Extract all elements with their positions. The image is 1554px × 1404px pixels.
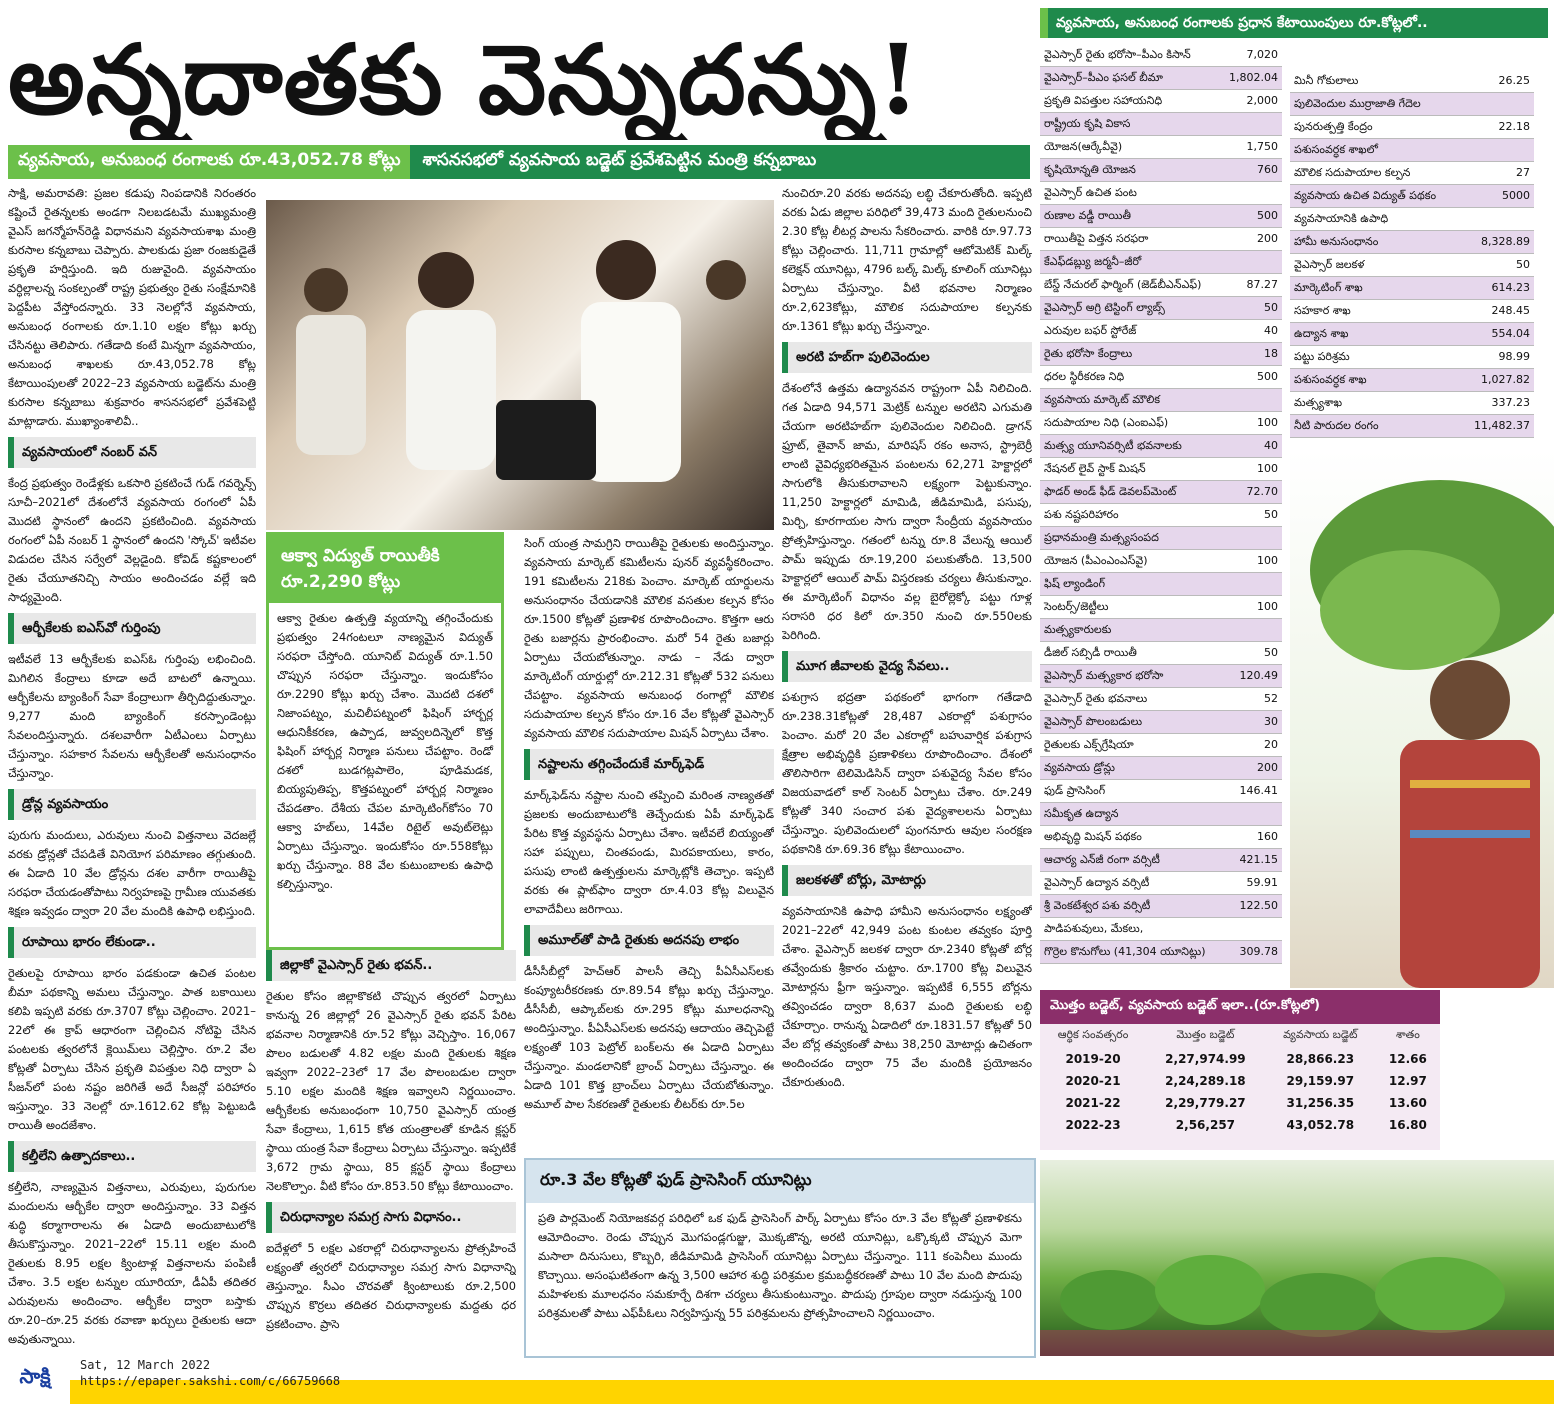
allocation-row <box>1040 136 1282 159</box>
intro-paragraph: సాక్షి, అమరావతి: ప్రజల కడుపు నింపడానికి నిరంతరం కష్టించే రైతన్నలకు అండగా నిలబడటమే ముఖ్యమంత్రి వైఎస్ జగన్మోహన్‌రెడ్డి విధానమని వ్యవసాయశాఖ మంత్రి కురసాల కన్నబాబు చెప్పారు. పాలకుడు ప్రజా రంజకుడైతే ప్రకృతి హర్షిస్తుంది. ఇది రుజువైంది. వ్యవసాయం వర్ధిల్లాలన్న సంకల్పంతో రాష్ట్ర ప్రభుత్వం రైతు సంక్షేమానికి పెద్దపీట వేస్తోందన్నారు. 33 నెలల్లోనే వ్యవసాయ, అనుబంధ రంగాలకు రూ.1.10 లక్షల కోట్లు ఖర్చు చేసినట్టు తెలిపారు. గతేడాది కంటే మిన్నగా వ్యవసాయం, అనుబంధ శాఖలకు రూ.43,052.78 కోట్ల కేటాయింపులతో 2022–23 వ్యవసాయ బడ్జెట్‌ను మంత్రి కురసాల కన్నబాబు శుక్రవారం శాసనసభలో ప్రవేశపెట్టి మాట్లాడారు. ముఖ్యాంశాలివీ.. <box>8 186 256 428</box>
allocation-label: యోజన(ఆర్కేవీవై) <box>1044 140 1123 153</box>
allocation-row <box>1290 369 1534 392</box>
header-agri: వ్యవసాయ బడ్జెట్ <box>1283 1028 1358 1041</box>
allocation-label: మత్స్య యూనివర్సిటీ భవనాలకు <box>1044 439 1182 452</box>
allocation-value: 337.23 <box>1491 396 1530 409</box>
allocation-value: 1,027.82 <box>1481 373 1530 386</box>
cell: 13.60 <box>1388 1096 1427 1110</box>
table-row <box>1040 1114 1440 1136</box>
allocation-label: ప్రధానమంత్రి మత్స్యసంపద <box>1044 531 1159 544</box>
allocation-value: 421.15 <box>1239 853 1278 866</box>
paragraph: వ్యవసాయానికి ఉపాధి హామీని అనుసంధానం లక్ష్యంతో 2021–22లో 42,949 పంట కుంటల తవ్వకం పూర్తి చేశాం. వైఎస్సార్ జలకళ ద్వారా రూ.2340 కోట్లతో బోర్ల తవ్వేందుకు శ్రీకారం చుట్టాం. రూ.1700 కోట్ల విలువైన మోటార్లను ఫ్రీగా ఇస్తున్నాం. ఇప్పటికే 6,555 బోర్లను తవ్వించడం ద్వారా 8,637 మంది రైతులకు లబ్ధి చేకూర్చాం. రానున్న ఏడాదిలో రూ.1831.57 కోట్లతో 50 వేల బోర్ల తవ్వకంతో పాటు 38,250 మోటార్లు ఉచితంగా అందించడం ద్వారా 75 వేల మందికి ప్రయోజనం చేకూరుతుంది. <box>782 904 1032 1089</box>
allocation-label: శ్రీ వెంకటేశ్వర పశు వర్సిటీ <box>1044 899 1151 912</box>
cell: 31,256.35 <box>1286 1096 1355 1110</box>
allocation-row <box>1040 504 1282 527</box>
food-processing-title: రూ.3 వేల కోట్లతో ఫుడ్ ప్రాసెసింగ్ యూనిట్లు <box>526 1160 1034 1203</box>
sakshi-logo: సాక్షి <box>0 1356 70 1404</box>
budget-table-box <box>1040 990 1440 1150</box>
paragraph: కల్తీలేని, నాణ్యమైన విత్తనాలు, ఎరువులు, పురుగుల మందులను ఆర్బీకేల ద్వారా అందిస్తున్నాం. 33 విత్తన శుద్ధి కర్మాగారాలను ఈ ఏడాది అందుబాటులోకి తీసుకొస్తున్నాం. 2021–22లో 15.11 లక్షల మంది రైతులకు 8.95 లక్షల క్వింటాళ్ల విత్తనాలను పంపిణీ చేశాం. 3.5 లక్షల టన్నుల యూరియా, డీఏపీ తదితర ఎరువులను అందించాం. ఆర్బీకేల ద్వారా బస్తాకు రూ.20–రూ.25 వరకు రవాణా ఖర్చులు రైతులకు ఆదా అవుతున్నాయి. <box>8 1180 256 1346</box>
allocation-row <box>1040 826 1282 849</box>
allocation-value: 11,482.37 <box>1474 419 1530 432</box>
subhead-borewells: జలకళతో బోర్లు, మోటార్లు <box>782 865 1032 896</box>
allocation-row <box>1290 208 1534 231</box>
allocation-value: 72.70 <box>1246 485 1278 498</box>
allocation-value: 7,020 <box>1246 48 1278 61</box>
allocation-label: ఫిష్ ల్యాండింగ్ <box>1044 577 1106 590</box>
allocation-label: వైఎస్సార్ ఉచిత పంట <box>1044 186 1137 199</box>
allocation-row <box>1040 113 1282 136</box>
paragraph: ఇటీవలే 13 ఆర్బీకేలకు ఐఎస్ఓ గుర్తింపు లభించింది. మిగిలిన కేంద్రాలు కూడా అదే బాటలో ఉన్నాయి. ఆర్బీకేలను బ్యాంకింగ్ సేవా కేంద్రాలుగా తీర్చిదిద్దుతున్నాం. 9,277 మంది బ్యాంకింగ్ కరస్పాండెంట్లు సేవలందిస్తున్నారు. దశలవారీగా ఏటీఎంలు ఏర్పాటు చేస్తున్నాం. సహకార సేవలను ఆర్బీకేలతో అనుసంధానం చేస్తున్నాం. <box>8 652 256 780</box>
allocation-row <box>1290 346 1534 369</box>
subhead-markfed: నష్టాలను తగ్గించేందుకే మార్క్‌ఫెడ్ <box>524 749 774 780</box>
allocation-row <box>1040 274 1282 297</box>
aqua-box <box>266 532 504 950</box>
allocation-value: 40 <box>1264 324 1278 337</box>
allocation-row <box>1040 458 1282 481</box>
allocation-row <box>1290 231 1534 254</box>
allocation-label: కృషియోన్నతి యోజన <box>1044 163 1136 176</box>
allocation-label: కేఎఫ్‌డబ్ల్యు జర్మనీ–జీరో <box>1044 255 1142 268</box>
food-processing-box <box>524 1158 1036 1358</box>
allocation-row <box>1040 872 1282 895</box>
cell: 12.66 <box>1388 1052 1427 1066</box>
allocation-label: వైఎస్సార్ జలకళ <box>1294 258 1365 271</box>
allocation-row <box>1040 941 1282 964</box>
subhead-vet-services: మూగ జీవాలకు వైద్య సేవలు.. <box>782 651 1032 682</box>
allocation-row <box>1040 435 1282 458</box>
allocation-row <box>1040 757 1282 780</box>
allocation-label: నేషనల్ లైవ్ స్టాక్ మిషన్ <box>1044 462 1146 475</box>
paragraph: కేంద్ర ప్రభుత్వం రెండేళ్లకు ఒకసారి ప్రకటించే గుడ్ గవర్నెన్స్ సూచీ–2021లో దేశంలోనే వ్యవసాయ రంగంలో ఏపీ మొదటి స్థానంలో ఉందని ప్రకటించింది. వ్యవసాయ రంగంలో ఏపీ నంబర్ 1 స్థానంలో ఉందని 'స్కోచ్' ఇటీవల విడుదల చేసిన సర్వేలో వెల్లడైంది. కోవిడ్ కష్టకాలంలో రైతు చేయూతనిచ్చి సాయం అందించడం వల్లే ఇది సాధ్యమైంది. <box>8 476 256 604</box>
cell: 16.80 <box>1388 1118 1427 1132</box>
allocation-label: మత్స్యకారులకు <box>1044 623 1112 636</box>
subhead-iso: ఆర్బీకేలకు ఐఎస్‌వో గుర్తింపు <box>8 613 256 644</box>
paragraph: పురుగు మందులు, ఎరువులు నుంచి విత్తనాలు వెదజల్లే వరకు డ్రోన్లతో చేపడితే వినియోగ పరిమాణం తగ్గుతుంది. ఈ ఏడాది 10 వేల డ్రోన్లను దశల వారీగా రాయితీపై సరఫరా చేయడంతోపాటు నిర్వహణపై గ్రామీణ యువతకు శిక్షణ ఇవ్వడం ద్వారా 20 వేల మందికి ఉపాధి లభిస్తుంది. <box>8 828 256 918</box>
allocation-label: రైతు భరోసా కేంద్రాలు <box>1044 347 1133 360</box>
allocation-label: పాడిపశువులు, మేకలు, <box>1044 922 1144 935</box>
allocation-label: ప్రకృతి విపత్తుల సహాయనిధి <box>1044 94 1163 107</box>
allocation-label: పునరుత్పత్తి కేంద్రం <box>1294 120 1373 133</box>
allocation-label: గొర్రెల కొనుగోలు (41,304 యూనిట్లు) <box>1044 945 1206 958</box>
allocation-value: 100 <box>1257 462 1278 475</box>
allocation-label: ఫుడ్ ప్రాసెసింగ్ <box>1044 784 1106 797</box>
header-year: ఆర్థిక సంవత్సరం <box>1057 1028 1129 1041</box>
allocation-row <box>1040 688 1282 711</box>
allocation-value: 554.04 <box>1491 327 1530 340</box>
allocation-value: 146.41 <box>1239 784 1278 797</box>
allocation-label: ఫాడర్ అండ్ ఫీడ్ డెవలప్‌మెంట్ <box>1044 485 1177 498</box>
column-4 <box>782 184 1032 1154</box>
allocation-row <box>1290 116 1534 139</box>
allocation-row <box>1290 93 1534 116</box>
cell: 12.97 <box>1388 1074 1427 1088</box>
paragraph: పశుగ్రాస భద్రతా పథకంలో భాగంగా గతేడాది రూ.238.31కోట్లతో 28,487 ఎకరాల్లో పశుగ్రాసం పెంచాం. మరో 20 వేల ఎకరాల్లో బహువార్షిక పశుగ్రాస క్షేత్రాల అభివృద్ధికి ప్రణాళికలు రూపొందించాం. దేశంలో తొలిసారిగా టెలిమెడిసిన్ ద్వారా పశువైద్య సేవల కోసం విజయవాడలో కాల్ సెంటర్ ఏర్పాటు చేశాం. రూ.249 కోట్లతో 340 సంచార పశు వైద్యశాలలను ఏర్పాటు చేస్తున్నాం. పులివెందులలో పుంగనూరు ఆవుల సంరక్షణ పథకానికి రూ.69.36 కోట్లు కేటాయించాం. <box>782 690 1032 856</box>
subhead-banana-hub: అరటి హబ్‌గా పులివెందుల <box>782 342 1032 373</box>
budget-table <box>1040 1024 1440 1136</box>
allocation-label: మినీ గోకులాలు <box>1294 74 1359 87</box>
allocation-value: 22.18 <box>1498 120 1530 133</box>
paddy-illustration <box>1040 1160 1554 1356</box>
allocation-value: 30 <box>1264 715 1278 728</box>
allocation-label: వైఎస్సార్–పీఎం ఫసల్ బీమా <box>1044 71 1163 84</box>
allocation-row <box>1040 780 1282 803</box>
allocation-row <box>1290 70 1534 93</box>
paragraph: మార్క్‌ఫెడ్‌ను నష్టాల నుంచి తప్పించి మరింత నాణ్యతతో ప్రజలకు అందుబాటులోకి తెచ్చేందుకు ఏపీ మార్క్‌ఫెడ్ పేరిట కొత్త వ్యవస్థను ఏర్పాటు చేశాం. ఇటీవలే బియ్యంతో సహా పప్పులు, చింతపండు, మిరపకాయలు, కారం, పసుపు లాంటి ఉత్పత్తులను మార్కెట్లోకి తెచ్చాం. ఇప్పటి వరకు ఈ ప్లాట్‌ఫాం ద్వారా రూ.4.03 కోట్ల విలువైన లావాదేవీలు జరిగాయి. <box>524 788 774 916</box>
allocation-label: యోజన (పీఎంఎంఎస్‌వై) <box>1044 554 1148 567</box>
allocation-row <box>1040 320 1282 343</box>
allocation-row <box>1290 415 1534 438</box>
allocation-label: మత్స్యశాఖ <box>1294 396 1343 409</box>
food-processing-body: ప్రతి పార్లమెంట్ నియోజకవర్గ పరిధిలో ఒక ఫుడ్ ప్రాసెసింగ్ పార్క్ ఏర్పాటు కోసం రూ.3 వేల కోట్లతో ప్రణాళికను ఆమోదించాం. రెండు చొప్పున మొగపండ్లగుజ్జు, మొక్కజొన్న, అరటి యూనిట్లు, ఒక్కొక్కటి చొప్పున మెగా మసాలా దినుసులు, కొబ్బరి, జీడిమామిడి ప్రాసెసింగ్ యూనిట్లు ఏర్పాటు చేస్తున్నాం. 111 కంపెనీలు ముందు కొచ్చాయి. అసంఘటితంగా ఉన్న 3,500 ఆహార శుద్ధి పరిశ్రమల క్రమబద్ధీకరణతో పాటు 10 వేల మంది పొదుపు మహిళలకు మూలధనం సమకూర్చే దిశగా చర్యలు తీసుకుంటున్నాం. పొదుపు గ్రూపుల ద్వారా నడుస్తున్న 100 పరిశ్రమలతో పాటు ఎఫ్‌పీఓలు నిర్వహిస్తున్న 55 పరిశ్రమలను ప్రోత్సహించాలని నిర్ణయించాం. <box>538 1211 1022 1320</box>
aqua-body: ఆక్వా రైతుల ఉత్పత్తి వ్యయాన్ని తగ్గించేందుకు ప్రభుత్వం 24గంటలూ నాణ్యమైన విద్యుత్ సరఫరా చేస్తోంది. యూనిట్ విద్యుత్ రూ.1.50 చొప్పున సరఫరా చేస్తున్నాం. ఇందుకోసం రూ.2290 కోట్లు ఖర్చు చేశాం. మొదటి దశలో నిజాంపట్నం, మచిలీపట్నంలో ఫిషింగ్ హార్బర్ల ఆధునికీకరణ, ఉప్పాడ, జువ్వలదిన్నెలో కొత్త ఫిషింగ్ హార్బర్ల నిర్మాణ పనులు చేపట్టాం. రెండో దశలో బుడగట్లపాలెం, పూడిమడక, బియ్యపుతిప్ప, కొత్తపట్నంలో హార్బర్ల నిర్మాణం చేపడతాం. దేశీయ చేపల మార్కెటింగ్‌కోసం 70 ఆక్వా హబ్‌లు, 14వేల రిటైల్ అవుట్‌లెట్లు ఏర్పాటు చేస్తున్నాం. ఇందుకోసం రూ.558కోట్లు ఖర్చు చేస్తున్నాం. 88 వేల కుటుంబాలకు ఉపాధి కల్పిస్తున్నాం. <box>277 611 493 891</box>
allocation-value: 59.91 <box>1246 876 1278 889</box>
allocation-row <box>1290 300 1534 323</box>
allocation-label: ధరల స్థిరీకరణ నిధి <box>1044 370 1125 383</box>
allocation-value: 40 <box>1264 439 1278 452</box>
allocation-value: 5000 <box>1502 189 1530 202</box>
subhead-inputs: కల్తీలేని ఉత్పాదకాలు.. <box>8 1141 256 1172</box>
allocation-label: సెంటర్స్/జెట్టీలు <box>1044 600 1109 613</box>
allocation-row <box>1040 205 1282 228</box>
allocation-row <box>1040 527 1282 550</box>
allocation-value: 52 <box>1264 692 1278 705</box>
allocations-right-table <box>1290 70 1534 440</box>
allocation-row <box>1040 711 1282 734</box>
allocation-row <box>1040 734 1282 757</box>
cell: 29,159.97 <box>1286 1074 1355 1088</box>
allocation-row <box>1040 596 1282 619</box>
allocation-row <box>1040 228 1282 251</box>
deck-bar <box>8 145 1030 179</box>
allocation-value: 100 <box>1257 600 1278 613</box>
allocation-value: 8,328.89 <box>1481 235 1530 248</box>
subhead-rythu-bhavan: జిల్లాకో వైఎస్సార్ రైతు భవన్.. <box>266 950 516 981</box>
table-row <box>1040 1092 1440 1114</box>
cell: 2,29,779.27 <box>1165 1096 1246 1110</box>
allocation-row <box>1040 251 1282 274</box>
allocation-value: 200 <box>1257 232 1278 245</box>
allocation-label: వైఎస్సార్ పొలంబడులు <box>1044 715 1143 728</box>
footer-date: Sat, 12 March 2022 <box>80 1358 211 1372</box>
aqua-title: ఆక్వా విద్యుత్ రాయితీకి రూ.2,290 కోట్లు <box>269 535 501 603</box>
subhead-number-one: వ్యవసాయంలో నంబర్ వన్ <box>8 437 256 468</box>
allocation-value: 120.49 <box>1239 669 1278 682</box>
allocation-value: 50 <box>1264 508 1278 521</box>
cell: 2020-21 <box>1065 1074 1121 1088</box>
allocation-row <box>1290 392 1534 415</box>
subhead-no-burden: రూపాయి భారం లేకుండా.. <box>8 927 256 958</box>
allocation-label: వైఎస్సార్ ఉద్యాన వర్సిటీ <box>1044 876 1150 889</box>
paragraph: రైతుల కోసం జిల్లాకొకటి చొప్పున త్వరలో ఏర్పాటు కానున్న 26 జిల్లాల్లో 26 వైఎస్సార్ రైతు భవన్ పేరిట భవనాల నిర్మాణానికి రూ.52 కోట్లు వెచ్చిస్తాం. 16,067 పొలం బడులతో 4.82 లక్షల మంది రైతులకు శిక్షణ ఇవ్వగా 2022–23లో 17 వేల పొలంబడుల ద్వారా 5.10 లక్షల మందికి శిక్షణ ఇవ్వాలని నిర్ణయించాం. ఆర్బీకేలకు అనుబంధంగా 10,750 వైఎస్సార్ యంత్ర సేవా కేంద్రాలు, 1,615 కోత యంత్రాలతో కూడిన క్లస్టర్ స్థాయి యంత్ర సేవా కేంద్రాలు ఏర్పాటు చేస్తున్నాం. ఇప్పటికే 3,672 గ్రామ స్థాయి, 85 క్లస్టర్ స్థాయి కేంద్రాలు నెలకొల్పాం. వీటి కోసం రూ.853.50 కోట్లు కేటాయించాం. <box>266 989 516 1193</box>
allocation-label: రాయితీపై విత్తన సరఫరా <box>1044 232 1149 245</box>
paddy-photo <box>1040 1160 1554 1356</box>
allocation-row <box>1040 159 1282 182</box>
allocation-row <box>1040 665 1282 688</box>
allocation-row <box>1040 297 1282 320</box>
allocation-row <box>1290 254 1534 277</box>
table-row <box>1040 1070 1440 1092</box>
allocation-value: 614.23 <box>1491 281 1530 294</box>
budget-title: మొత్తం బడ్జెట్, వ్యవసాయ బడ్జెట్ ఇలా..(రూ.కోట్లలో) <box>1040 990 1440 1024</box>
allocation-label: ఎరువుల బఫర్ స్టోరేజ్ <box>1044 324 1137 337</box>
allocation-row <box>1040 573 1282 596</box>
allocation-label: వ్యవసాయ డ్రోన్లు <box>1044 761 1115 774</box>
column-1 <box>8 184 256 1354</box>
paragraph: దేశంలోనే ఉత్తమ ఉద్యానవన రాష్ట్రంగా ఏపీ నిలిచింది. గత ఏడాది 94,571 మెట్రిక్ టన్నుల అరటిని ఎగుమతి చేయగా అరటిహబ్‌గా పులివెందుల నిలిచింది. డ్రాగన్ ఫ్రూట్, తైవాన్ జామ, మారిషస్ రకం అనాస, స్ట్రాబెర్రీ లాంటి వైవిధ్యభరితమైన పంటలను 62,271 హెక్టార్లలో సాగులోకి తీసుకురావాలని లక్ష్యంగా పెట్టుకున్నాం. 11,250 హెక్టార్లలో మామిడి, జీడిమామిడి, పసుపు, మిర్చి, కూరగాయల సాగు ద్వారా సేంద్రీయ వ్యవసాయం ప్రోత్సహిస్తున్నాం. గతంలో టన్ను రూ.8 వేలున్న ఆయిల్ పామ్ ఇప్పుడు రూ.19,200 పలుకుతోంది. 13,500 హెక్టార్లలో ఆయిల్ పామ్ విస్తరణకు చర్యలు తీసుకున్నాం. ఈ మార్కెటింగ్ విధానం వల్ల బైరోల్లెక్కో పట్టు గూళ్ల సరాసరి ధర కిలో రూ.350 నుంచి రూ.550లకు పెరిగింది. <box>782 381 1032 642</box>
allocation-label: పులివెందుల ముర్రాజాతి గేదెల <box>1294 97 1421 110</box>
allocation-label: డీజిల్ సబ్సిడీ రాయితీ <box>1044 646 1137 659</box>
deck-left: వ్యవసాయ, అనుబంధ రంగాలకు రూ.43,052.78 కోట్లు <box>8 145 410 179</box>
allocation-value: 27 <box>1516 166 1530 179</box>
allocation-value: 122.50 <box>1239 899 1278 912</box>
allocation-value: 200 <box>1257 761 1278 774</box>
allocation-label: ఉద్యాన శాఖ <box>1294 327 1349 340</box>
allocation-value: 760 <box>1257 163 1278 176</box>
allocation-label: బేస్డ్ నేచురల్ ఫార్మింగ్ (జెడ్‌బీఎన్‌ఎఫ్) <box>1044 278 1202 291</box>
subhead-amul: అమూల్‌తో పాడి రైతుకు అదనపు లాభం <box>524 925 774 956</box>
allocation-value: 309.78 <box>1239 945 1278 958</box>
allocation-label: సమీకృత ఉద్యాన <box>1044 807 1119 820</box>
allocation-label: పశుసంవర్ధక శాఖలో <box>1294 143 1378 156</box>
allocation-label: వ్యవసాయ మార్కెట్ మౌలిక <box>1044 393 1161 406</box>
farmer-illustration <box>1290 450 1554 988</box>
cell: 2,27,974.99 <box>1165 1052 1246 1066</box>
allocation-value: 18 <box>1264 347 1278 360</box>
cell: 2019-20 <box>1065 1052 1121 1066</box>
allocation-row <box>1040 389 1282 412</box>
allocation-label: సహకార శాఖ <box>1294 304 1351 317</box>
allocation-value: 248.45 <box>1491 304 1530 317</box>
header-total: మొత్తం బడ్జెట్ <box>1176 1028 1235 1041</box>
footer-url[interactable]: https://epaper.sakshi.com/c/66759668 <box>80 1374 341 1388</box>
allocation-label: రాష్ట్రీయ కృషి వికాస <box>1044 117 1131 130</box>
farmer-photo <box>1290 450 1554 988</box>
paragraph: డీసీసీబీల్లో హెచ్‌ఆర్ పాలసీ తెచ్చి పీఏసీఎస్‌లకు కంప్యూటరీకరణకు రూ.89.54 కోట్లు ఖర్చు చేస్తున్నాం. డీసీసీబీ, ఆప్కాబ్‌లకు రూ.295 కోట్లు మూలధనాన్ని అందిస్తున్నాం. పీఏసీఎస్‌లకు అదనపు ఆదాయం తెచ్చిపెట్టే లక్ష్యంతో 103 పెట్రోల్ బంక్‌లను ఈ ఏడాది ఏర్పాటు చేస్తున్నాం. మండలానికో బ్రాంచ్ ఏర్పాటు చేస్తున్నాం. ఈ ఏడాది 101 కొత్త బ్రాంచ్‌లు ఏర్పాటు చేయబోతున్నాం. అమూల్ పాల సేకరణతో రైతులకు లీటర్‌కు రూ.5ల <box>524 964 774 1111</box>
cell: 2,24,289.18 <box>1165 1074 1246 1088</box>
allocation-row <box>1040 44 1282 67</box>
allocation-value: 26.25 <box>1498 74 1530 87</box>
allocation-row <box>1040 619 1282 642</box>
allocation-value: 20 <box>1264 738 1278 751</box>
allocation-label: మౌలిక సదుపాయాల కల్పన <box>1294 166 1411 179</box>
allocations-left-table <box>1040 44 1282 974</box>
allocation-label: హామీ అనుసంధానం <box>1294 235 1379 248</box>
allocation-label: పట్టు పరిశ్రమ <box>1294 350 1350 363</box>
table-row <box>1040 1048 1440 1070</box>
allocation-label: వైఎస్సార్ రైతు భవనాలు <box>1044 692 1148 705</box>
allocation-value: 50 <box>1264 301 1278 314</box>
allocation-row <box>1290 277 1534 300</box>
subhead-drones: డ్రోన్ల వ్యవసాయం <box>8 789 256 820</box>
allocation-value: 50 <box>1264 646 1278 659</box>
allocation-row <box>1040 642 1282 665</box>
cell: 2021-22 <box>1065 1096 1121 1110</box>
allocation-label: సదుపాయాల నిధి (ఎంఐఎఫ్) <box>1044 416 1169 429</box>
allocation-value: 1,750 <box>1246 140 1278 153</box>
allocation-row <box>1040 849 1282 872</box>
deck-right: శాసనసభలో వ్యవసాయ బడ్జెట్ ప్రవేశపెట్టిన మంత్రి కన్నబాబు <box>422 150 817 170</box>
cell: 2,56,257 <box>1175 1118 1236 1132</box>
allocation-label: వ్యవసాయానికి ఉపాధి <box>1294 212 1389 225</box>
allocation-value: 1,802.04 <box>1229 71 1278 84</box>
cell: 2022-23 <box>1065 1118 1121 1132</box>
column-3 <box>524 534 774 1154</box>
allocation-label: వైఎస్సార్ అగ్రి టెస్టింగ్ ల్యాబ్స్ <box>1044 301 1165 314</box>
cabinet-photo <box>266 200 774 530</box>
allocation-value: 160 <box>1257 830 1278 843</box>
subhead-millets: చిరుధాన్యాల సమగ్ర సాగు విధానం.. <box>266 1202 516 1233</box>
allocation-row <box>1040 918 1282 941</box>
allocation-label: వైఎస్సార్ రైతు భరోసా–పీఎం కిసాన్ <box>1044 48 1191 61</box>
allocation-value: 50 <box>1516 258 1530 271</box>
cell: 43,052.78 <box>1286 1118 1355 1132</box>
paragraph: నుంచిరూ.20 వరకు అదనపు లబ్ధి చేకూరుతోంది. ఇప్పటి వరకు ఏడు జిల్లాల పరిధిలో 39,473 మంది రైతులనుంచి 2.30 కోట్ల లీటర్ల పాలను సేకరించారు. వారికి రూ.97.73 కోట్లు చెల్లించారు. 11,711 గ్రామాల్లో ఆటోమెటిక్ మిల్క్ కలెక్షన్ యూనిట్లు, 4796 బల్క్ మిల్క్ కూలింగ్ యూనిట్లు ఏర్పాటు చేస్తున్నాం. వీటి భవనాల నిర్మాణం రూ.2,623కోట్లు, మౌలిక సదుపాయాల కల్పనకు రూ.1361 కోట్లు ఖర్చు చేస్తున్నాం. <box>782 186 1032 333</box>
header-percent: శాతం <box>1395 1028 1420 1041</box>
allocation-label: వైఎస్సార్ మత్స్యకార భరోసా <box>1044 669 1164 682</box>
allocation-row <box>1040 90 1282 113</box>
allocation-value: 500 <box>1257 370 1278 383</box>
allocation-label: నీటి పారుదల రంగం <box>1294 419 1379 432</box>
paragraph: రైతులపై రూపాయి భారం పడకుండా ఉచిత పంటల బీమా పథకాన్ని అమలు చేస్తున్నాం. పాత బకాయిలు కలిపి ఇప్పటి వరకు రూ.3707 కోట్లు చెల్లించాం. 2021–22లో ఈ క్రాప్ ఆధారంగా చెల్లించిన నోటిఫై చేసిన పంటలకు త్వరలోనే క్లెయిమ్‌లు చెల్లిస్తాం. రూ.2 వేల కోట్లతో ఏర్పాటు చేసిన ప్రకృతి విపత్తుల నిధి ద్వారా ఏ సీజన్‌లో పంట నష్టం జరిగితే అదే సీజన్లో పరిహారం ఇస్తున్నాం. 33 నెలల్లో రూ.1612.62 కోట్ల పెట్టుబడి రాయితీ అందజేశాం. <box>8 966 256 1132</box>
allocation-label: అభివృద్ధి మిషన్ పథకం <box>1044 830 1142 843</box>
allocation-value: 100 <box>1257 554 1278 567</box>
cell: 28,866.23 <box>1286 1052 1355 1066</box>
allocation-row <box>1040 803 1282 826</box>
allocation-label: వ్యవసాయ ఉచిత విద్యుత్ పథకం <box>1294 189 1437 202</box>
column-2 <box>266 950 516 1354</box>
allocation-label: పశుసంవర్ధక శాఖ <box>1294 373 1367 386</box>
allocation-value: 500 <box>1257 209 1278 222</box>
allocation-row <box>1040 895 1282 918</box>
allocation-row <box>1040 412 1282 435</box>
allocation-row <box>1040 366 1282 389</box>
allocation-value: 98.99 <box>1498 350 1530 363</box>
allocation-label: రుణాల వడ్డీ రాయితీ <box>1044 209 1131 222</box>
headline: అన్నదాతకు వెన్నుదన్ను! <box>8 23 921 136</box>
allocation-label: పశు నష్టపరిహారం <box>1044 508 1119 521</box>
people-illustration <box>266 200 774 530</box>
allocation-label: మార్కెటింగ్ శాఖ <box>1294 281 1363 294</box>
paragraph: ఐదేళ్లలో 5 లక్షల ఎకరాల్లో చిరుధాన్యాలను ప్రోత్సహించే లక్ష్యంతో త్వరలో చిరుధాన్యాల సమగ్ర సాగు విధానాన్ని తెస్తున్నాం. సీఎం చొరవతో క్వింటాలుకు రూ.2,500 చొప్పున కొర్రలు తదితర చిరుధాన్యాలకు మద్దతు ధర ప్రకటించాం. ప్రాసె <box>266 1241 516 1331</box>
allocation-row <box>1290 323 1534 346</box>
allocation-row <box>1040 550 1282 573</box>
allocations-title: వ్యవసాయ, అనుబంధ రంగాలకు ప్రధాన కేటాయింపులు రూ.కోట్లలో.. <box>1040 8 1548 38</box>
allocation-label: ఆచార్య ఎన్‌జీ రంగా వర్సిటీ <box>1044 853 1160 866</box>
allocation-row <box>1040 343 1282 366</box>
allocation-row <box>1040 67 1282 90</box>
allocation-value: 100 <box>1257 416 1278 429</box>
allocation-label: రైతులకు ఎక్స్‌గ్రేషియా <box>1044 738 1134 751</box>
allocation-row <box>1290 162 1534 185</box>
allocation-row <box>1040 182 1282 205</box>
allocation-row <box>1290 185 1534 208</box>
allocation-value: 87.27 <box>1246 278 1278 291</box>
allocation-row <box>1040 481 1282 504</box>
allocation-row <box>1290 139 1534 162</box>
allocation-value: 2,000 <box>1246 94 1278 107</box>
paragraph: సింగ్ యంత్ర సామగ్రిని రాయితీపై రైతులకు అందిస్తున్నాం. వ్యవసాయ మార్కెట్ కమిటీలను పునర్ వ్యవస్థీకరించాం. 191 కమిటీలను 218కు పెంచాం. మార్కెట్ యార్డులను అనుసంధానం చేయడానికి మౌలిక వసతుల కల్పన కోసం రూ.1500 కోట్లతో ప్రణాళిక రూపొందించాం. కొత్తగా ఆరు రైతు బజార్లను ప్రారంభించాం. మరో 54 రైతు బజార్లు ఏర్పాటు చేయబోతున్నాం. నాడు – నేడు ద్వారా మార్కెటింగ్ యార్డుల్లో రూ.212.31 కోట్లతో 532 పనులు చేపట్టాం. వ్యవసాయ అనుబంధ రంగాల్లో మౌలిక సదుపాయాల కల్పన కోసం రూ.16 వేల కోట్లతో వైఎస్సార్ వ్యవసాయ మౌలిక సదుపాయాల మిషన్ ఏర్పాటు చేశాం. <box>524 536 774 740</box>
